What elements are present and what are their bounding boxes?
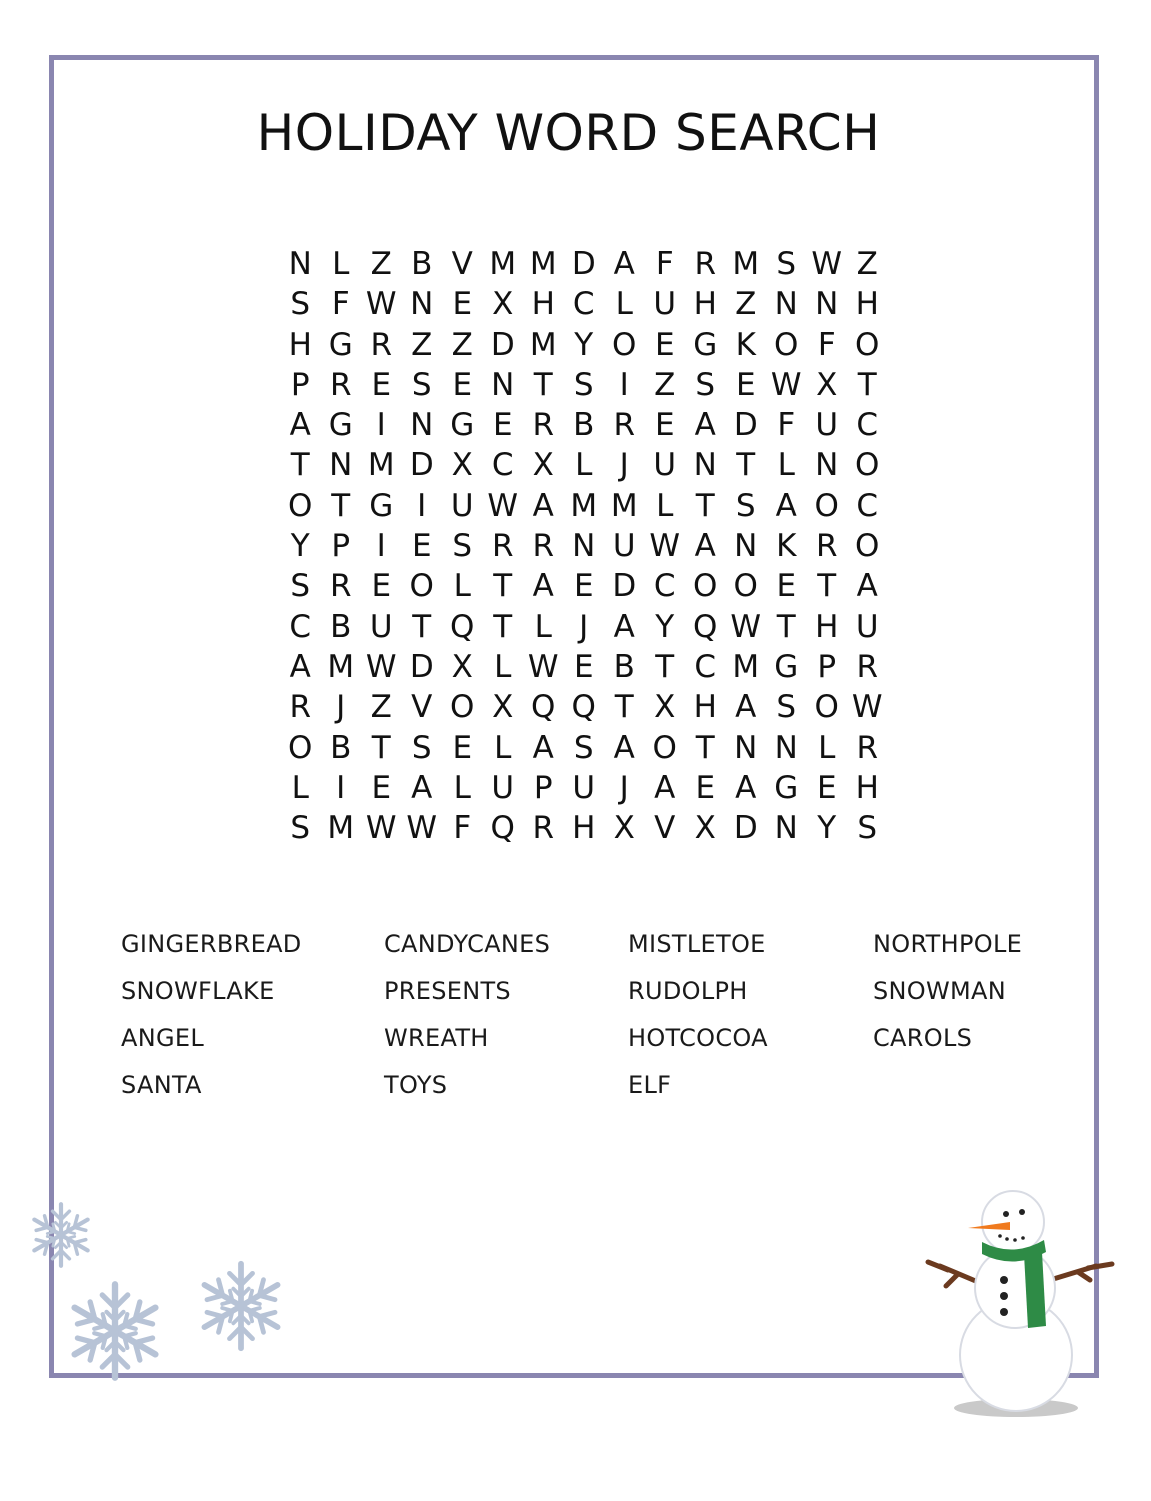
grid-letter[interactable]: B	[573, 407, 595, 444]
grid-letter[interactable]: G	[328, 326, 353, 363]
grid-letter[interactable]: T	[736, 447, 756, 484]
grid-letter[interactable]: X	[694, 810, 716, 847]
grid-letter[interactable]: N	[572, 528, 596, 565]
grid-letter[interactable]: S	[452, 528, 473, 565]
grid-letter[interactable]: R	[289, 689, 312, 726]
grid-letter[interactable]: W	[770, 366, 802, 403]
grid-letter[interactable]: L	[494, 648, 512, 685]
grid-letter[interactable]: R	[815, 528, 838, 565]
grid-letter[interactable]: W	[365, 648, 397, 685]
grid-letter[interactable]: H	[693, 689, 717, 726]
grid-letter[interactable]: V	[654, 810, 676, 847]
grid-letter[interactable]: O	[814, 487, 839, 524]
grid-letter[interactable]: X	[492, 689, 514, 726]
grid-letter[interactable]: E	[411, 528, 432, 565]
grid-letter[interactable]: T	[776, 608, 796, 645]
grid-letter[interactable]: C	[653, 568, 676, 605]
grid-letter[interactable]: E	[452, 366, 473, 403]
grid-letter[interactable]: M	[570, 487, 598, 524]
word-list-item: SNOWFLAKE	[121, 977, 275, 1005]
grid-letter[interactable]: X	[451, 447, 473, 484]
grid-letter[interactable]: U	[653, 286, 677, 323]
grid-letter[interactable]: C	[289, 608, 312, 645]
grid-letter[interactable]: M	[732, 246, 760, 282]
grid-letter[interactable]: R	[491, 528, 514, 565]
word-list-item: ANGEL	[121, 1024, 205, 1052]
grid-letter[interactable]: A	[411, 769, 433, 806]
grid-letter[interactable]: L	[575, 447, 593, 484]
grid-letter[interactable]: D	[571, 246, 596, 282]
grid-letter[interactable]: T	[695, 487, 715, 524]
grid-letter[interactable]: L	[453, 568, 471, 605]
grid-letter[interactable]: T	[695, 729, 715, 766]
grid-letter[interactable]: R	[613, 407, 636, 444]
grid-letter[interactable]: T	[533, 366, 553, 403]
grid-letter[interactable]: U	[612, 528, 636, 565]
grid-letter[interactable]: J	[579, 608, 589, 645]
grid-letter[interactable]: L	[534, 608, 552, 645]
word-list-item: PRESENTS	[384, 977, 511, 1005]
grid-letter[interactable]: U	[450, 487, 474, 524]
grid-letter[interactable]: Z	[451, 326, 473, 363]
grid-letter[interactable]: E	[371, 769, 392, 806]
grid-letter[interactable]: D	[733, 407, 758, 444]
grid-letter[interactable]: F	[777, 407, 796, 444]
grid-letter[interactable]: M	[327, 810, 355, 847]
grid-letter[interactable]: N	[815, 447, 839, 484]
grid-letter[interactable]: O	[693, 568, 718, 605]
grid-letter[interactable]: H	[531, 286, 555, 323]
grid-letter[interactable]: A	[613, 246, 635, 282]
grid-letter[interactable]: G	[328, 407, 353, 444]
grid-letter[interactable]: G	[450, 407, 475, 444]
grid-letter[interactable]: Z	[411, 326, 433, 363]
grid-letter[interactable]: E	[776, 568, 797, 605]
grid-letter[interactable]: L	[453, 769, 471, 806]
grid-letter[interactable]: U	[653, 447, 677, 484]
grid-letter[interactable]: C	[491, 447, 514, 484]
grid-letter[interactable]: A	[654, 769, 676, 806]
grid-letter[interactable]: L	[656, 487, 674, 524]
grid-letter[interactable]: F	[453, 810, 472, 847]
word-list-item: WREATH	[384, 1024, 489, 1052]
grid-letter[interactable]: G	[369, 487, 394, 524]
grid-letter[interactable]: H	[288, 326, 312, 363]
grid-letter[interactable]: Y	[290, 528, 310, 565]
grid-letter[interactable]: Q	[571, 689, 596, 726]
grid-letter[interactable]: A	[289, 648, 311, 685]
grid-letter[interactable]: C	[694, 648, 717, 685]
grid-letter[interactable]: Q	[450, 608, 475, 645]
grid-letter[interactable]: I	[376, 407, 386, 444]
grid-letter[interactable]: Z	[370, 246, 392, 282]
grid-letter[interactable]: T	[493, 608, 513, 645]
grid-letter[interactable]: X	[816, 366, 838, 403]
grid-letter[interactable]: A	[613, 729, 635, 766]
grid-letter[interactable]: P	[290, 366, 310, 403]
grid-letter[interactable]: N	[410, 407, 434, 444]
grid-letter[interactable]: W	[365, 810, 397, 847]
grid-letter[interactable]: M	[489, 246, 517, 282]
grid-letter[interactable]: O	[652, 729, 677, 766]
word-list-item: TOYS	[384, 1071, 448, 1099]
snowflake-icon	[193, 1258, 289, 1354]
grid-letter[interactable]: E	[654, 326, 675, 363]
grid-letter[interactable]: E	[492, 407, 513, 444]
grid-letter[interactable]: J	[619, 769, 629, 806]
grid-letter[interactable]: I	[417, 487, 427, 524]
grid-letter[interactable]: Y	[817, 810, 837, 847]
grid-letter[interactable]: C	[856, 487, 879, 524]
grid-letter[interactable]: C	[572, 286, 595, 323]
grid-letter[interactable]: A	[694, 407, 716, 444]
grid-letter[interactable]: M	[367, 447, 395, 484]
grid-letter[interactable]: V	[411, 689, 433, 726]
grid-letter[interactable]: E	[573, 568, 594, 605]
grid-letter[interactable]: W	[527, 648, 559, 685]
grid-letter[interactable]: Q	[693, 608, 718, 645]
grid-letter[interactable]: S	[573, 366, 594, 403]
grid-letter[interactable]: Z	[735, 286, 757, 323]
word-list-item: RUDOLPH	[628, 977, 748, 1005]
grid-letter[interactable]: H	[572, 810, 596, 847]
grid-letter[interactable]: N	[288, 246, 312, 282]
grid-letter[interactable]: I	[619, 366, 629, 403]
grid-letter[interactable]: N	[734, 729, 758, 766]
grid-letter[interactable]: B	[330, 608, 352, 645]
grid-letter[interactable]: A	[532, 487, 554, 524]
grid-letter[interactable]: J	[619, 447, 629, 484]
grid-letter[interactable]: U	[815, 407, 839, 444]
grid-letter[interactable]: L	[494, 729, 512, 766]
grid-letter[interactable]: W	[365, 286, 397, 323]
grid-letter[interactable]: W	[811, 246, 843, 282]
grid-letter[interactable]: J	[336, 689, 346, 726]
grid-letter[interactable]: D	[612, 568, 637, 605]
grid-letter[interactable]: C	[856, 407, 879, 444]
word-list-item: GINGERBREAD	[121, 930, 302, 958]
grid-letter[interactable]: N	[774, 286, 798, 323]
grid-letter[interactable]: T	[331, 487, 351, 524]
grid-letter[interactable]: M	[610, 487, 638, 524]
grid-letter[interactable]: L	[818, 729, 836, 766]
grid-letter[interactable]: N	[410, 286, 434, 323]
page-title: HOLIDAY WORD SEARCH	[256, 104, 881, 162]
grid-letter[interactable]: B	[330, 729, 352, 766]
grid-letter[interactable]: T	[493, 568, 513, 605]
word-list-item: ELF	[628, 1071, 672, 1099]
grid-letter[interactable]: T	[817, 568, 837, 605]
grid-letter[interactable]: O	[814, 689, 839, 726]
grid-letter[interactable]: S	[735, 487, 756, 524]
grid-letter[interactable]: X	[654, 689, 676, 726]
grid-letter[interactable]: X	[532, 447, 554, 484]
grid-letter[interactable]: E	[452, 286, 473, 323]
word-list-item: MISTLETOE	[628, 930, 766, 958]
grid-letter[interactable]: V	[451, 246, 473, 282]
grid-letter[interactable]: K	[735, 326, 756, 363]
grid-letter[interactable]: A	[289, 407, 311, 444]
word-list-item: NORTHPOLE	[873, 930, 1023, 958]
grid-letter[interactable]: S	[290, 286, 311, 323]
grid-letter[interactable]: W	[730, 608, 762, 645]
grid-letter[interactable]: R	[856, 729, 879, 766]
grid-letter[interactable]: P	[533, 769, 553, 806]
grid-letter[interactable]: S	[776, 689, 797, 726]
word-list-item: SANTA	[121, 1071, 202, 1099]
grid-letter[interactable]: A	[735, 689, 757, 726]
grid-letter[interactable]: G	[774, 648, 799, 685]
grid-letter[interactable]: S	[857, 810, 878, 847]
grid-letter[interactable]: R	[329, 366, 352, 403]
grid-letter[interactable]: N	[774, 810, 798, 847]
grid-letter[interactable]: N	[815, 286, 839, 323]
grid-letter[interactable]: H	[693, 286, 717, 323]
word-list-item: CAROLS	[873, 1024, 973, 1052]
grid-letter[interactable]: Z	[856, 246, 878, 282]
grid-letter[interactable]: U	[491, 769, 515, 806]
grid-letter[interactable]: O	[855, 528, 880, 565]
grid-letter[interactable]: D	[490, 326, 515, 363]
grid-letter[interactable]: E	[816, 769, 837, 806]
word-list-item: HOTCOCOA	[628, 1024, 768, 1052]
grid-letter[interactable]: F	[817, 326, 836, 363]
grid-letter[interactable]: M	[529, 326, 557, 363]
grid-letter[interactable]: B	[613, 648, 635, 685]
grid-letter[interactable]: N	[774, 729, 798, 766]
grid-letter[interactable]: U	[572, 769, 596, 806]
grid-letter[interactable]: I	[336, 769, 346, 806]
grid-letter[interactable]: T	[655, 648, 675, 685]
grid-letter[interactable]: O	[612, 326, 637, 363]
grid-letter[interactable]: P	[331, 528, 351, 565]
grid-letter[interactable]: Q	[531, 689, 556, 726]
grid-letter[interactable]: E	[573, 648, 594, 685]
grid-letter[interactable]: N	[693, 447, 717, 484]
grid-letter[interactable]: Y	[655, 608, 675, 645]
snowflake-icon	[62, 1278, 168, 1384]
grid-letter[interactable]: W	[487, 487, 519, 524]
grid-letter[interactable]: L	[777, 447, 795, 484]
grid-letter[interactable]: Z	[370, 689, 392, 726]
grid-letter[interactable]: A	[735, 769, 757, 806]
grid-letter[interactable]: E	[695, 769, 716, 806]
grid-letter[interactable]: L	[332, 246, 350, 282]
grid-letter[interactable]: R	[532, 407, 555, 444]
grid-letter[interactable]: I	[376, 528, 386, 565]
grid-letter[interactable]: L	[615, 286, 633, 323]
grid-letter[interactable]: M	[327, 648, 355, 685]
grid-letter[interactable]: E	[371, 568, 392, 605]
grid-letter[interactable]: R	[370, 326, 393, 363]
grid-letter[interactable]: S	[411, 366, 432, 403]
grid-letter[interactable]: H	[815, 608, 839, 645]
word-list	[121, 926, 1103, 1114]
grid-letter[interactable]: B	[411, 246, 433, 282]
grid-letter[interactable]: O	[774, 326, 799, 363]
grid-letter[interactable]: O	[733, 568, 758, 605]
grid-letter[interactable]: S	[776, 246, 797, 282]
word-list-item: SNOWMAN	[873, 977, 1006, 1005]
grid-letter[interactable]: A	[532, 568, 554, 605]
grid-letter[interactable]: F	[331, 286, 350, 323]
grid-letter[interactable]: H	[855, 769, 879, 806]
grid-letter[interactable]: O	[855, 326, 880, 363]
grid-letter[interactable]: U	[855, 608, 879, 645]
grid-letter[interactable]: T	[290, 447, 310, 484]
letter-grid	[280, 244, 888, 848]
grid-letter[interactable]: A	[613, 608, 635, 645]
grid-letter[interactable]: O	[288, 729, 313, 766]
grid-letter[interactable]: D	[733, 810, 758, 847]
grid-letter[interactable]: R	[329, 568, 352, 605]
grid-letter[interactable]: R	[694, 246, 717, 282]
grid-letter[interactable]: D	[409, 447, 434, 484]
grid-letter[interactable]: S	[695, 366, 716, 403]
grid-letter[interactable]: K	[776, 528, 797, 565]
grid-letter[interactable]: L	[291, 769, 309, 806]
grid-letter[interactable]: E	[735, 366, 756, 403]
grid-letter[interactable]: R	[532, 810, 555, 847]
grid-letter[interactable]: S	[411, 729, 432, 766]
grid-letter[interactable]: G	[774, 769, 799, 806]
grid-letter[interactable]: T	[857, 366, 877, 403]
grid-letter[interactable]: S	[290, 568, 311, 605]
grid-letter[interactable]: M	[732, 648, 760, 685]
grid-letter[interactable]: O	[288, 487, 313, 524]
grid-letter[interactable]: N	[734, 528, 758, 565]
grid-letter[interactable]: Y	[574, 326, 594, 363]
grid-letter[interactable]: Z	[654, 366, 676, 403]
grid-letter[interactable]: D	[409, 648, 434, 685]
grid-letter[interactable]: Q	[490, 810, 515, 847]
grid-letter[interactable]: W	[406, 810, 438, 847]
grid-letter[interactable]: H	[855, 286, 879, 323]
grid-letter[interactable]: G	[693, 326, 718, 363]
grid-letter[interactable]: R	[856, 648, 879, 685]
grid-letter[interactable]: X	[492, 286, 514, 323]
grid-letter[interactable]: F	[655, 246, 674, 282]
grid-letter[interactable]: U	[369, 608, 393, 645]
grid-letter[interactable]: M	[529, 246, 557, 282]
grid-letter[interactable]: W	[649, 528, 681, 565]
grid-letter[interactable]: T	[371, 729, 391, 766]
grid-letter[interactable]: A	[532, 729, 554, 766]
grid-letter[interactable]: T	[614, 689, 634, 726]
grid-letter[interactable]: T	[412, 608, 432, 645]
grid-letter[interactable]: A	[775, 487, 797, 524]
grid-letter[interactable]: N	[329, 447, 353, 484]
grid-letter[interactable]: O	[855, 447, 880, 484]
grid-letter[interactable]: N	[491, 366, 515, 403]
grid-letter[interactable]: W	[851, 689, 883, 726]
grid-letter[interactable]: E	[654, 407, 675, 444]
grid-letter[interactable]: O	[450, 689, 475, 726]
grid-letter[interactable]: E	[452, 729, 473, 766]
grid-letter[interactable]: S	[290, 810, 311, 847]
word-list-item: CANDYCANES	[384, 930, 551, 958]
snowflake-icon	[26, 1200, 96, 1270]
grid-letter[interactable]: A	[694, 528, 716, 565]
grid-letter[interactable]: E	[371, 366, 392, 403]
grid-letter[interactable]: A	[856, 568, 878, 605]
snowman-icon	[918, 1180, 1128, 1420]
grid-letter[interactable]: X	[613, 810, 635, 847]
grid-letter[interactable]: R	[532, 528, 555, 565]
grid-letter[interactable]: S	[573, 729, 594, 766]
grid-letter[interactable]: O	[409, 568, 434, 605]
grid-letter[interactable]: P	[817, 648, 837, 685]
grid-letter[interactable]: X	[451, 648, 473, 685]
